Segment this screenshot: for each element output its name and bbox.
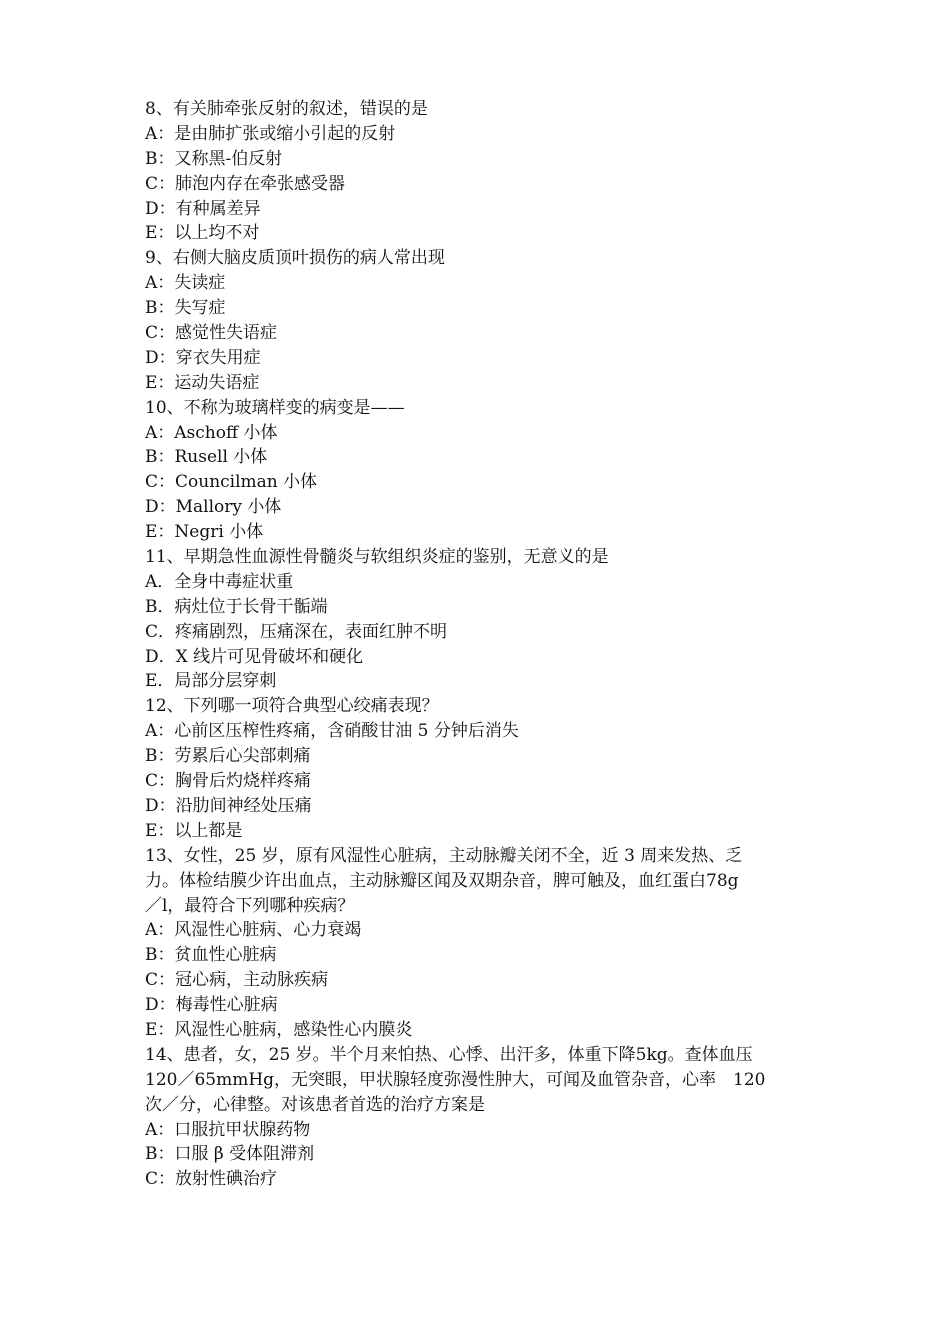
option-a: A：失读症 <box>145 273 226 294</box>
question-9 <box>145 246 810 395</box>
option-a: A：Aschoff 小体 <box>145 422 278 443</box>
question-stem: 11、早期急性血源性骨髓炎与软组织炎症的鉴别，无意义的是 <box>145 547 609 568</box>
option-b: B：口服 β 受体阻滞剂 <box>145 1144 315 1165</box>
question-stem: 8、有关肺牵张反射的叙述，错误的是 <box>145 99 428 119</box>
option-a: A：口服抗甲状腺药物 <box>145 1119 311 1140</box>
option-e: E．局部分层穿刺 <box>145 671 277 692</box>
question-11 <box>145 545 810 694</box>
question-stem-line: 120／65mmHg，无突眼，甲状腺轻度弥漫性肿大，可闻及血管杂音，心率 120 <box>145 1069 766 1090</box>
option-d: D：Mallory 小体 <box>145 497 282 518</box>
option-e: E：运动失语症 <box>145 372 260 393</box>
option-d: D．X 线片可见骨破坏和硬化 <box>145 646 364 667</box>
option-c: C：感觉性失语症 <box>145 323 278 344</box>
option-b: B：又称黑-伯反射 <box>145 148 283 169</box>
question-stem-line: 力。体检结膜少许出血点，主动脉瓣区闻及双期杂音，脾可触及，血红蛋白78g <box>145 870 739 891</box>
option-e: E：Negri 小体 <box>145 522 264 543</box>
option-c: C：Councilman 小体 <box>145 472 318 493</box>
option-b: B．病灶位于长骨干骺端 <box>145 596 328 617</box>
question-stem-line: 14、患者，女，25 岁。半个月来怕热、心悸、出汗多，体重下降5kg。查体血压 <box>145 1044 753 1065</box>
option-c: C：放射性碘治疗 <box>145 1169 278 1190</box>
option-a: A：风湿性心脏病、心力衰竭 <box>145 920 362 941</box>
question-stem: 10、不称为玻璃样变的病变是—— <box>145 397 405 418</box>
option-d: D：沿肋间神经处压痛 <box>145 795 312 816</box>
question-stem-line: 次／分，心律整。对该患者首选的治疗方案是 <box>145 1094 485 1115</box>
question-8 <box>145 97 810 246</box>
option-a: A：心前区压榨性疼痛，含硝酸甘油 5 分钟后消失 <box>145 721 519 742</box>
option-b: B：失写症 <box>145 298 226 319</box>
option-e: E：以上均不对 <box>145 223 260 244</box>
option-e: E：风湿性心脏病，感染性心内膜炎 <box>145 1019 413 1040</box>
option-c: C：胸骨后灼烧样疼痛 <box>145 771 312 792</box>
question-12 <box>145 694 810 843</box>
option-c: C．疼痛剧烈，压痛深在，表面红肿不明 <box>145 621 448 642</box>
option-e: E：以上都是 <box>145 820 243 841</box>
option-d: D：梅毒性心脏病 <box>145 995 278 1016</box>
question-stem-line: ／l，最符合下列哪种疾病？ <box>145 895 355 916</box>
question-13 <box>145 844 810 1043</box>
option-a: A．全身中毒症状重 <box>145 571 294 592</box>
question-10 <box>145 396 810 545</box>
option-d: D：有种属差异 <box>145 198 261 219</box>
question-14 <box>145 1043 810 1192</box>
option-c: C：冠心病，主动脉疾病 <box>145 970 329 991</box>
option-b: B：Rusell 小体 <box>145 447 268 468</box>
option-b: B：贫血性心脏病 <box>145 945 277 966</box>
question-stem: 12、下列哪一项符合典型心绞痛表现？ <box>145 696 439 717</box>
question-stem-line: 13、女性，25 岁，原有风湿性心脏病，主动脉瓣关闭不全，近 3 周来发热、乏 <box>145 845 743 866</box>
option-b: B：劳累后心尖部刺痛 <box>145 746 311 767</box>
option-d: D：穿衣失用症 <box>145 347 261 368</box>
question-stem: 9、右侧大脑皮质顶叶损伤的病人常出现 <box>145 248 445 269</box>
option-c: C：肺泡内存在牵张感受器 <box>145 173 346 194</box>
option-a: A：是由肺扩张或缩小引起的反射 <box>145 123 396 144</box>
document-page <box>145 97 810 1192</box>
